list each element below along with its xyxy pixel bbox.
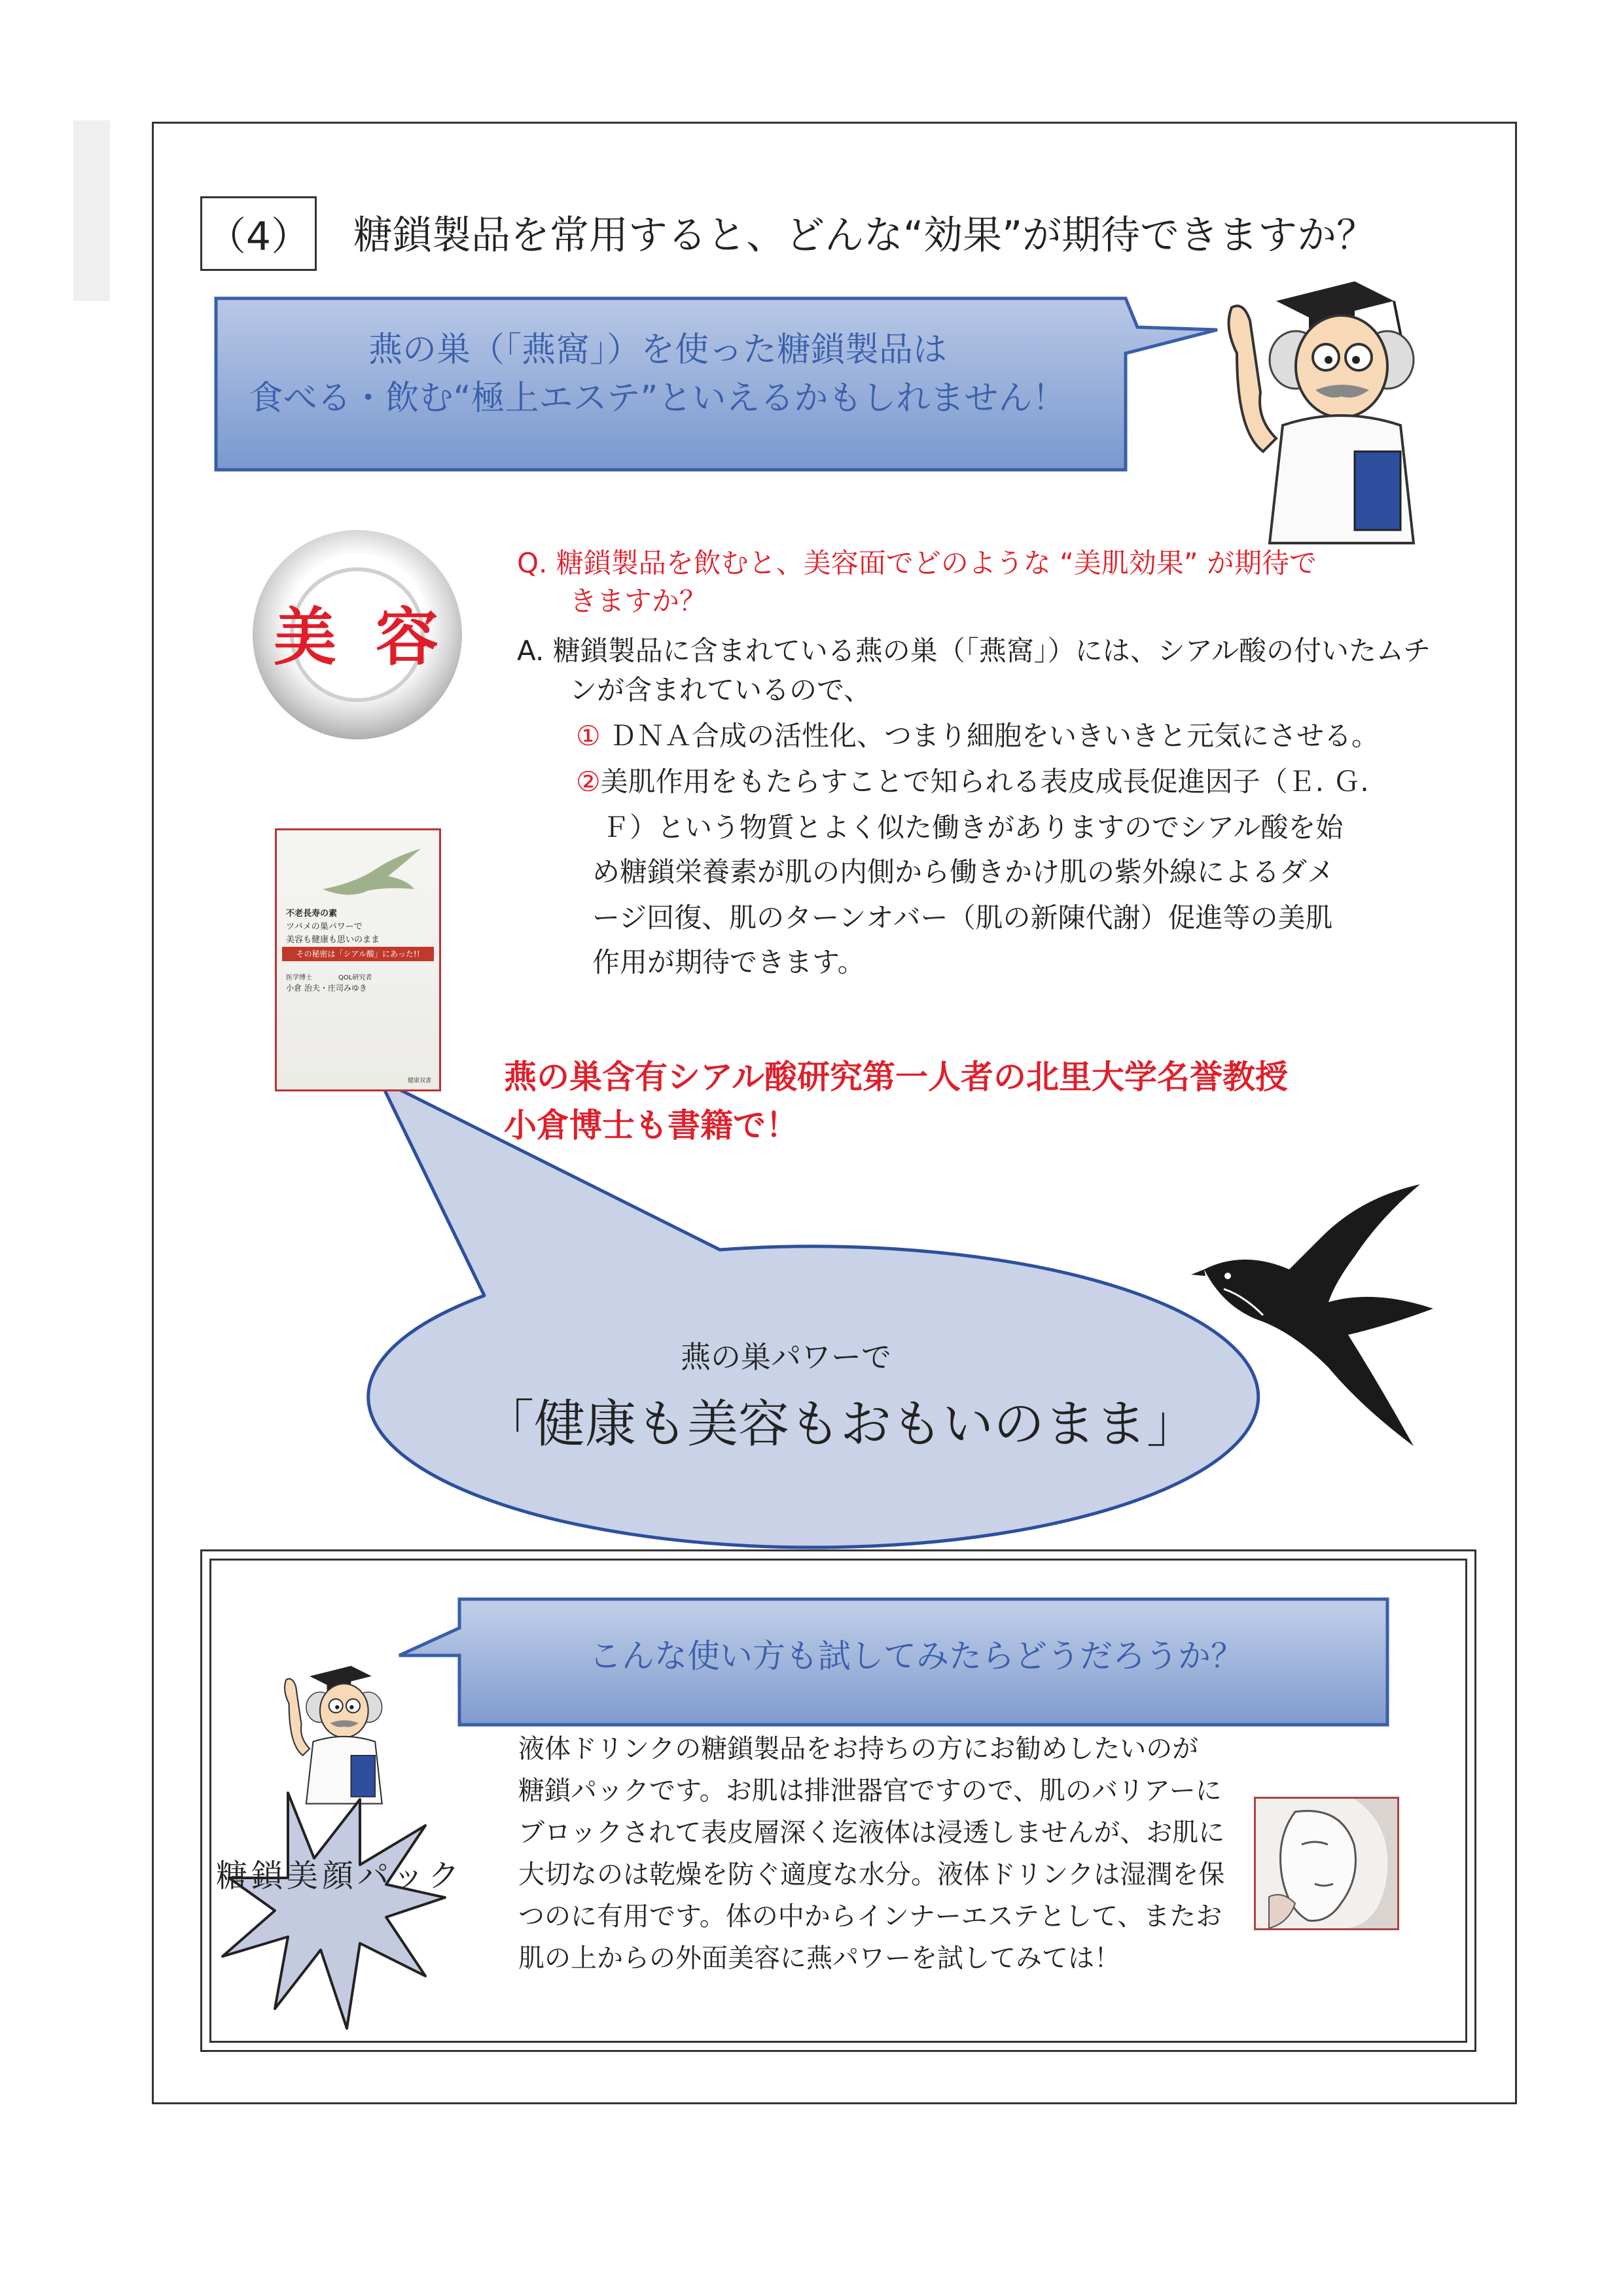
slogan-line-1: 燕の巣パワーで <box>681 1339 891 1375</box>
pack-text-line-6: 肌の上からの外面美容に燕パワーを試してみては！ <box>518 1943 1120 1973</box>
answer-item-2 <box>576 762 1369 802</box>
answer-item-2-line-3: め糖鎖栄養素が肌の内側から働きかけ肌の紫外線によるダメ <box>592 856 1335 888</box>
book-title-1: 不老長寿の素 <box>286 909 338 919</box>
book-band: その秘密は「シアル酸」にあった!! <box>282 947 434 961</box>
question-number: （4） <box>200 196 317 271</box>
pack-text-line-1: 液体ドリンクの糖鎖製品をお持ちの方にお勧めしたいのが <box>518 1734 1199 1764</box>
question-title: 糖鎖製品を常用すると、どんな“効果”が期待できますか？ <box>353 213 1376 258</box>
answer-item-1 <box>576 716 1379 756</box>
pack-text-line-5: つのに有用です。体の中からインナーエステとして、またお <box>518 1901 1222 1932</box>
answer-item-1-number: ① <box>576 720 601 752</box>
answer-item-2-text: 美肌作用をもたらすことで知られる表皮成長促進因子（Ｅ. Ｇ. <box>600 766 1369 798</box>
beauty-label: 美容 <box>274 601 478 674</box>
pack-text-line-2: 糖鎖パックです。お肌は排泄器官ですので、肌のバリアーに <box>518 1776 1222 1806</box>
bird-icon <box>316 843 427 902</box>
swallow-icon <box>1165 1171 1440 1459</box>
answer-item-2-line-5: 作用が期待できます。 <box>592 946 865 978</box>
answer-item-1-text: ＤＮＡ合成の活性化、つまり細胞をいきいきと元気にさせる。 <box>600 720 1380 752</box>
question-line-1: Q. 糖鎖製品を飲むと、美容面でどのような “美肌効果” が期待で <box>517 547 1317 579</box>
professor-icon <box>1198 262 1446 550</box>
answer-item-2-number: ② <box>576 766 601 798</box>
callout-top-line2: 食べる・飲む“極上エステ”といえるかもしれません！ <box>249 379 1067 418</box>
callout-top-text <box>216 326 1099 423</box>
mask-face-icon <box>1256 1799 1397 1928</box>
callout-bottom-text: こんな使い方も試してみたらどうだろうか？ <box>589 1637 1243 1675</box>
book-authors: 小倉 治夫・庄司みゆき <box>286 983 367 993</box>
slogan-line-2: 「健康も美容もおもいのまま」 <box>483 1395 1198 1454</box>
answer-line-2: ンが含まれているので、 <box>569 674 872 706</box>
question-line-2: きますか？ <box>569 585 707 617</box>
book-title-3: 美容も健康も思いのまま <box>286 935 380 945</box>
answer-item-2-line-4: ージ回復、肌のターンオバー（肌の新陳代謝）促進等の美肌 <box>592 902 1333 934</box>
pack-text-line-3: ブロックされて表皮層深く迄液体は浸透しませんが、お肌に <box>518 1818 1225 1848</box>
book-publisher: 健康双書 <box>407 1078 431 1084</box>
pack-text-line-4: 大切なのは乾燥を防ぐ適度な水分。液体ドリンクは湿潤を保 <box>518 1860 1225 1890</box>
book-title-2: ツバメの巣パワーで <box>286 922 363 932</box>
research-note-line-1: 燕の巣含有シアル酸研究第一人者の北里大学名誉教授 <box>504 1058 1288 1096</box>
side-tab <box>73 120 110 301</box>
mask-photo <box>1254 1797 1399 1930</box>
answer-line-1: A. 糖鎖製品に含まれている燕の巣（「燕窩」）には、シアル酸の付いたムチ <box>517 635 1431 667</box>
research-note-line-2: 小倉博士も書籍で！ <box>504 1106 798 1144</box>
burst-label: 糖鎖美顔パック <box>216 1858 464 1894</box>
book-author-label: 医学博士 QOL研究者 <box>286 974 372 981</box>
callout-top-line1: 燕の巣（「燕窩」）を使った糖鎖製品は <box>368 330 947 370</box>
book-cover <box>275 828 441 1091</box>
burst-icon <box>216 1786 452 2035</box>
answer-item-2-line-2: Ｆ）という物質とよく似た働きがありますのでシアル酸を始 <box>602 811 1344 843</box>
